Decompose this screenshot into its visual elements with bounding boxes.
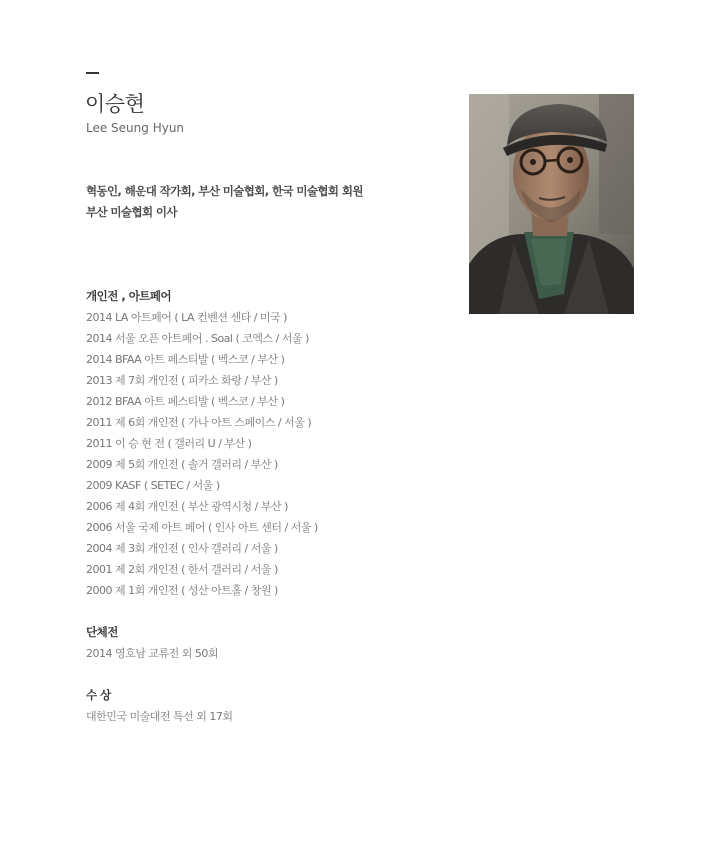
list-item: 2014 LA 아트페어 ( LA 컨벤션 센타 / 미국 ) <box>86 311 287 324</box>
list-item: 2011 이 승 현 전 ( 갤러리 U / 부산 ) <box>86 437 252 450</box>
list-item: 2006 서울 국제 아트 페어 ( 인사 아트 센터 / 서울 ) <box>86 521 318 534</box>
list-item: 2014 서울 오픈 아트페어 . Soal ( 코엑스 / 서울 ) <box>86 332 309 345</box>
list-item: 2000 제 1회 개인전 ( 성산 아트홀 / 창원 ) <box>86 584 278 597</box>
affiliation-line: 부산 미술협회 이사 <box>86 205 177 219</box>
list-item: 2001 제 2회 개인전 ( 한서 갤러리 / 서울 ) <box>86 563 278 576</box>
list-item: 2009 KASF ( SETEC / 서울 ) <box>86 479 220 492</box>
list-item: 2013 제 7회 개인전 ( 피카소 화랑 / 부산 ) <box>86 374 278 387</box>
solo-exhibitions-section <box>86 286 318 601</box>
artist-photo <box>469 94 634 314</box>
group-exhibitions-section <box>86 622 218 664</box>
list-item: 대한민국 미술대전 특선 외 17회 <box>86 710 233 723</box>
artist-portrait-icon <box>469 94 634 314</box>
list-item: 2009 제 5회 개인전 ( 솔거 갤러리 / 부산 ) <box>86 458 278 471</box>
section-title: 단체전 <box>86 625 118 639</box>
section-title: 개인전 , 아트페어 <box>86 289 172 303</box>
artist-name-korean: 이승현 <box>85 92 145 116</box>
affiliations <box>86 181 363 223</box>
list-item: 2014 영호남 교류전 외 50회 <box>86 647 218 660</box>
artist-name-english: Lee Seung Hyun <box>86 121 185 135</box>
group-exhibition-list <box>86 643 218 664</box>
awards-section <box>86 685 233 727</box>
title-dash <box>86 72 99 74</box>
list-item: 2006 제 4회 개인전 ( 부산 광역시청 / 부산 ) <box>86 500 288 513</box>
affiliation-line: 혁동인, 해운대 작가회, 부산 미술협회, 한국 미술협회 회원 <box>86 184 363 198</box>
awards-list <box>86 706 233 727</box>
section-title: 수 상 <box>86 688 111 702</box>
list-item: 2012 BFAA 아트 페스티발 ( 벡스코 / 부산 ) <box>86 395 285 408</box>
list-item: 2011 제 6회 개인전 ( 가나 아트 스페이스 / 서울 ) <box>86 416 312 429</box>
list-item: 2004 제 3회 개인전 ( 인사 갤러리 / 서울 ) <box>86 542 278 555</box>
exhibition-list <box>86 307 318 601</box>
list-item: 2014 BFAA 아트 페스티발 ( 벡스코 / 부산 ) <box>86 353 285 366</box>
